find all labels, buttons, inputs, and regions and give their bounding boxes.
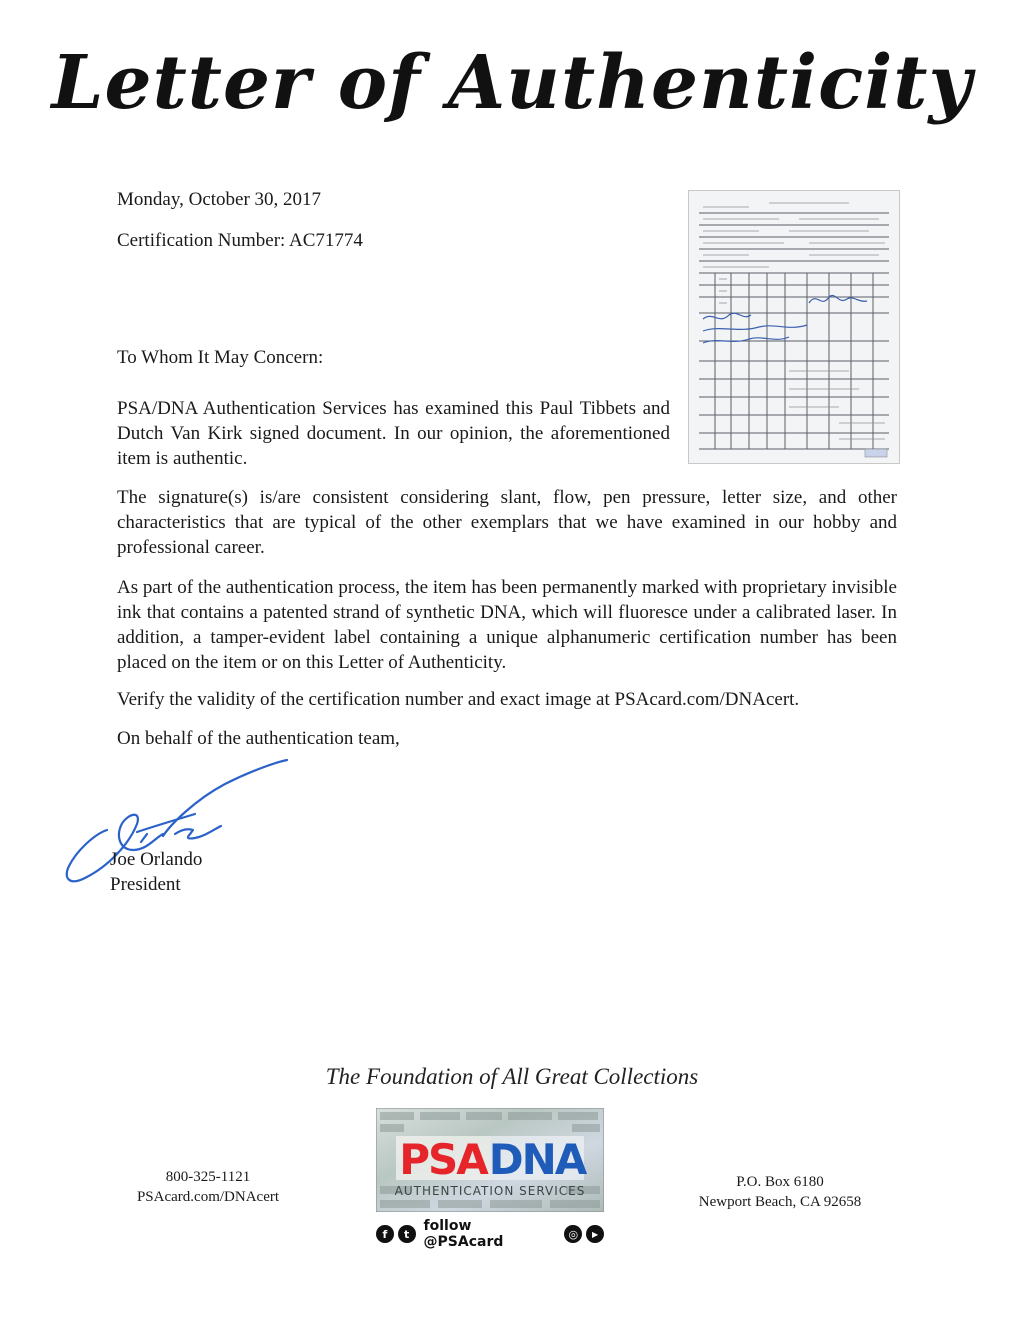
facebook-icon[interactable]: f — [376, 1225, 394, 1243]
psa-dna-logo — [376, 1108, 604, 1212]
greeting: To Whom It May Concern: — [117, 347, 324, 368]
signature-image — [55, 750, 315, 900]
signer-name: Joe Orlando — [110, 849, 203, 870]
closing-line: On behalf of the authentication team, — [117, 728, 400, 749]
signed-document-image — [688, 190, 900, 464]
logo-subtitle: AUTHENTICATION SERVICES — [394, 1184, 586, 1198]
logo-dna-text: DNA — [488, 1135, 586, 1184]
twitter-icon[interactable]: t — [398, 1225, 416, 1243]
paragraph-examined: PSA/DNA Authentication Services has examined this Paul Tibbets and Dutch Van Kirk signed document. In our opinion, the aforementioned item is authentic. — [117, 398, 670, 469]
paragraph-consistency: The signature(s) is/are consistent considering slant, flow, pen pressure, letter size, and other characteristics that are typical of the other exemplars that we have examined in our hobby and professional career. — [117, 487, 897, 558]
contact-left — [118, 1167, 298, 1207]
page-title: Letter of Authenticity — [51, 40, 973, 126]
logo-psa-text: PSA — [399, 1135, 487, 1184]
certification-number: Certification Number: AC71774 — [117, 230, 363, 251]
phone-number: 800-325-1121 — [165, 1169, 251, 1185]
city-address: Newport Beach, CA 92658 — [698, 1194, 862, 1210]
signer-title: President — [110, 874, 181, 895]
paragraph-process: As part of the authentication process, the item has been permanently marked with proprietary invisible ink that contains a patented strand of synthetic DNA, which will fluoresce under a calibrated laser. In addition, a tamper-evident label containing a unique alphanumeric certification number has been placed on the item or on this Letter of Authenticity. — [117, 577, 897, 673]
instagram-icon[interactable]: ◎ — [564, 1225, 582, 1243]
youtube-icon[interactable]: ▶ — [586, 1225, 604, 1243]
po-box: P.O. Box 6180 — [736, 1174, 824, 1190]
footer-tagline: The Foundation of All Great Collections — [325, 1064, 699, 1089]
social-follow-bar — [376, 1218, 604, 1250]
letter-date: Monday, October 30, 2017 — [117, 189, 322, 210]
follow-handle[interactable]: follow @PSAcard — [423, 1218, 504, 1250]
website-link[interactable]: PSAcard.com/DNAcert — [136, 1189, 280, 1205]
paragraph-verify: Verify the validity of the certification number and exact image at PSAcard.com/DNAcert. — [117, 689, 800, 710]
contact-right — [680, 1172, 880, 1212]
